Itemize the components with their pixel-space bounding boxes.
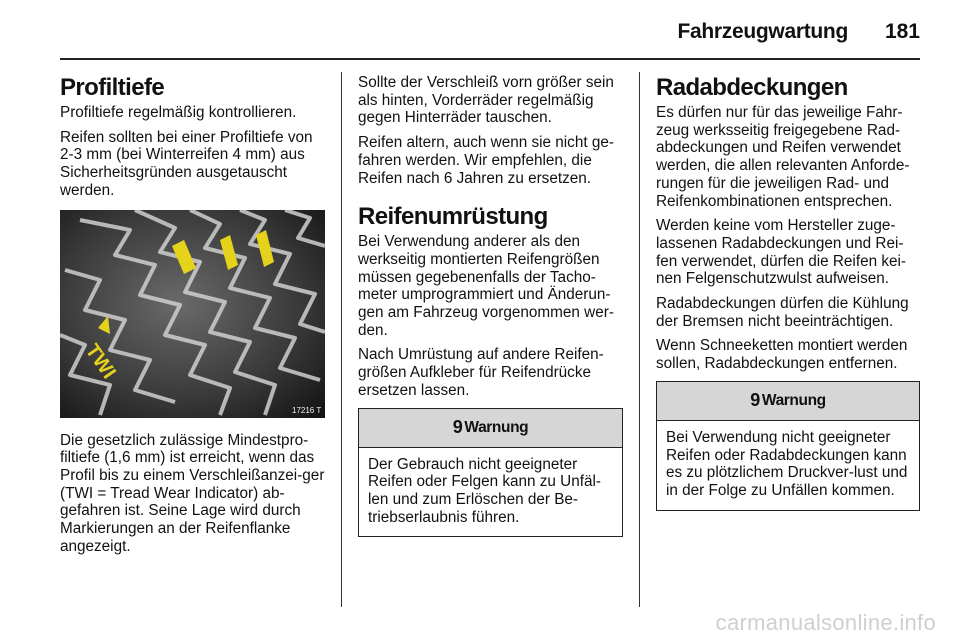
paragraph: Die gesetzlich zulässige Mindestpro-filtiefe (1,6 mm) ist erreicht, wenn das Profil bis zu einem Verschleißanzei-ger (TWI = Tread Wear Indicator) ab-gefahren ist. Seine Lage wird durch Markierungen an der Reifenflanke angezeigt. xyxy=(60,431,325,555)
twi-label: TWI xyxy=(80,339,120,383)
warning-text: Bei Verwendung nicht geeigneter Reifen oder Radabdeckungen kann es zu plötzlichem Druckver-lust und in der Folge zu Unfällen kommen. xyxy=(666,428,908,499)
watermark: carmanualsonline.info xyxy=(715,610,936,635)
column-divider xyxy=(341,72,342,607)
tire-tread-illustration xyxy=(60,210,325,418)
column-divider xyxy=(639,72,640,607)
column-3 xyxy=(656,74,920,511)
warning-icon: 9 xyxy=(452,416,463,437)
column-1 xyxy=(60,74,325,562)
header-divider xyxy=(60,58,920,60)
warning-icon: 9 xyxy=(750,389,760,410)
paragraph: Bei Verwendung anderer als den werkseitig montierten Reifengrößen müssen gegebenenfalls der Tacho-meter umprogrammiert und Änderun-gen am Fahrzeug vorgenommen wer-den. xyxy=(358,233,614,339)
paragraph: Reifen altern, auch wenn sie nicht ge-fahren werden. Wir empfehlen, die Reifen nach 6 Jahren zu ersetzen. xyxy=(358,134,614,187)
warning-box xyxy=(358,408,623,538)
header-title: Fahrzeugwartung xyxy=(677,20,848,43)
paragraph: Profiltiefe regelmäßig kontrollieren. xyxy=(60,104,297,121)
warning-title: Warnung xyxy=(761,391,826,409)
paragraph: Wenn Schneeketten montiert werden sollen, Radabdeckungen entfernen. xyxy=(656,337,908,373)
warning-header xyxy=(657,382,919,421)
paragraph: Werden keine vom Hersteller zuge-lassenen Radabdeckungen und Rei-fen verwendet, dürfen die Reifen kei-nen Felgenschutzwulst aufweisen. xyxy=(656,217,906,288)
page-header xyxy=(60,14,920,50)
section-heading-reifenumruestung: Reifenumrüstung xyxy=(358,203,548,231)
paragraph: Es dürfen nur für das jeweilige Fahr-zeug werksseitig freigegebene Rad-abdeckungen und Reifen verwendet werden, die allen relevanten Anforde-rungen für die jeweiligen Rad- und Reifenkombinationen entsprechen. xyxy=(656,104,910,210)
column-2 xyxy=(358,74,623,537)
paragraph: Sollte der Verschleiß vorn größer sein als hinten, Vorderräder regelmäßig gegen Hinterräder tauschen. xyxy=(358,74,614,127)
page-number: 181 xyxy=(884,20,920,43)
warning-header xyxy=(359,409,622,448)
paragraph: Reifen sollten bei einer Profiltiefe von 2-3 mm (bei Winterreifen 4 mm) aus Sicherheitsgründen ausgetauscht werden. xyxy=(60,128,313,199)
warning-title: Warnung xyxy=(464,418,529,436)
warning-box xyxy=(656,381,920,511)
section-heading-radabdeckungen: Radabdeckungen xyxy=(656,74,848,101)
paragraph: Nach Umrüstung auf andere Reifen-größen Aufkleber für Reifendrücke ersetzen lassen. xyxy=(358,346,604,399)
warning-text: Der Gebrauch nicht geeigneter Reifen oder Felgen kann zu Unfäl-len und zum Erlöschen der Be-triebserlaubnis führen. xyxy=(368,455,601,526)
section-heading-profiltiefe: Profiltiefe xyxy=(60,74,165,101)
paragraph: Radabdeckungen dürfen die Kühlung der Bremsen nicht beeinträchtigen. xyxy=(656,295,909,330)
image-code: 17216 T xyxy=(292,405,322,415)
